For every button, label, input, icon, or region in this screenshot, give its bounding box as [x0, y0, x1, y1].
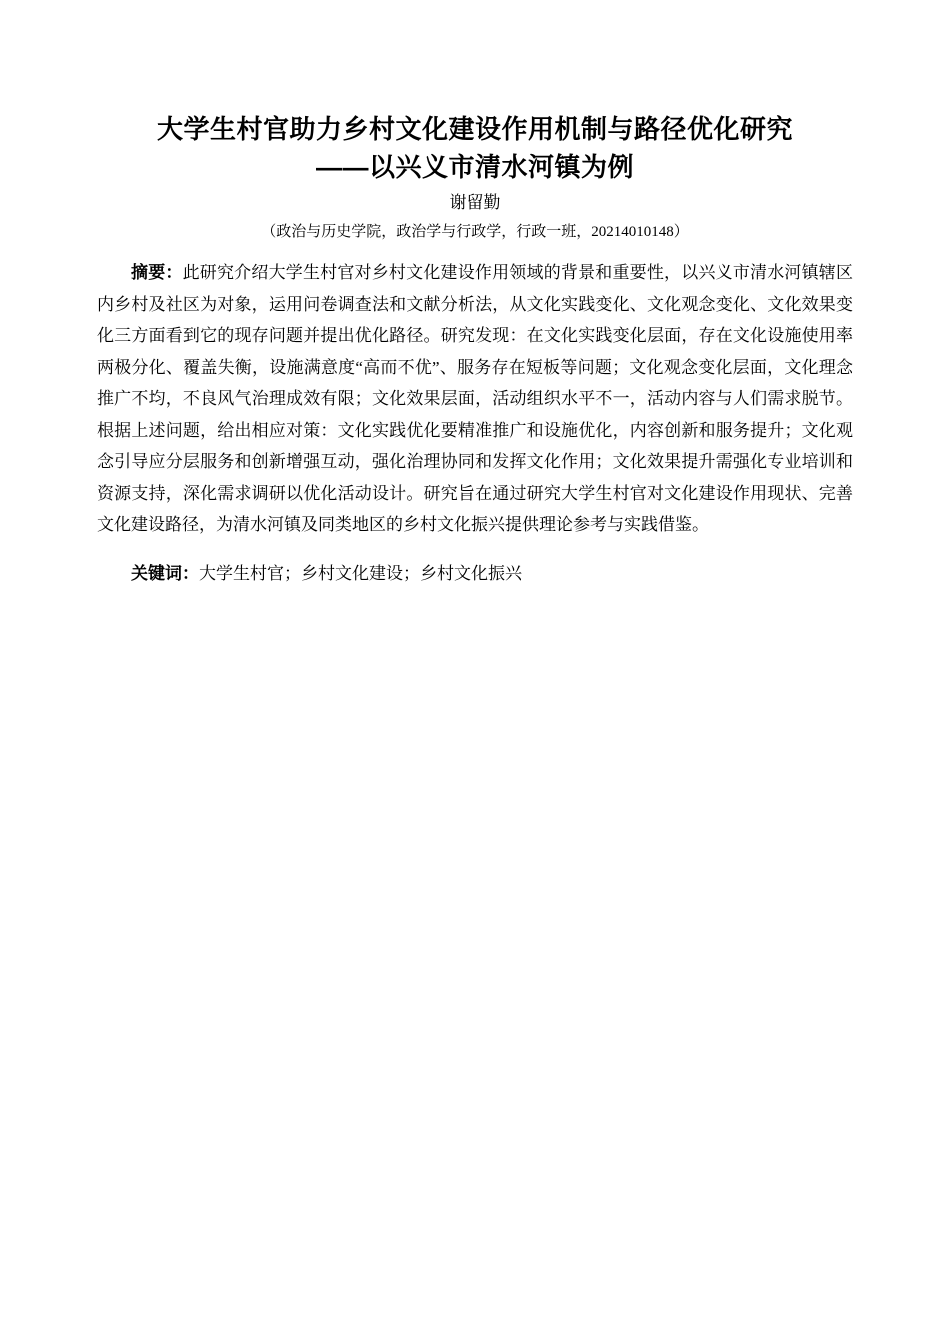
abstract-paragraph — [97, 257, 853, 541]
author-name: 谢留勤 — [449, 193, 501, 212]
paper-title-subtitle: ——以兴义市清水河镇为例 — [315, 152, 634, 182]
page-content — [97, 110, 853, 606]
keywords-text: 大学生村官；乡村文化建设；乡村文化振兴 — [199, 563, 522, 583]
abstract-text: 此研究介绍大学生村官对乡村文化建设作用领域的背景和重要性，以兴义市清水河镇辖区内乡村及社区为对象，运用问卷调查法和文献分析法，从文化实践变化、文化观念变化、文化效果变化三方面看到它的现存问题并提出优化路径。研究发现：在文化实践变化层面，存在文化设施使用率两极分化、覆盖失衡，设施满意度“高而不优”、服务存在短板等问题；文化观念变化层面，文化理念推广不均，不良风气治理成效有限；文化效果层面，活动组织水平不一，活动内容与人们需求脱节。根据上述问题，给出相应对策：文化实践优化要精准推广和设施优化，内容创新和服务提升；文化观念引导应分层服务和创新增强互动，强化治理协同和发挥文化作用；文化效果提升需强化专业培训和资源支持，深化需求调研以优化活动设计。研究旨在通过研究大学生村官对文化建设作用现状、完善文化建设路径，为清水河镇及同类地区的乡村文化振兴提供理论参考与实践借鉴。 — [97, 263, 854, 534]
keywords-label: 关键词： — [131, 563, 199, 583]
keywords-paragraph — [97, 558, 853, 590]
paper-title-main: 大学生村官助力乡村文化建设作用机制与路径优化研究 — [156, 114, 793, 144]
abstract-label: 摘要： — [131, 263, 183, 282]
author-affiliation: （政治与历史学院，政治学与行政学，行政一班，20214010148） — [261, 224, 689, 240]
paper-title — [97, 110, 853, 186]
